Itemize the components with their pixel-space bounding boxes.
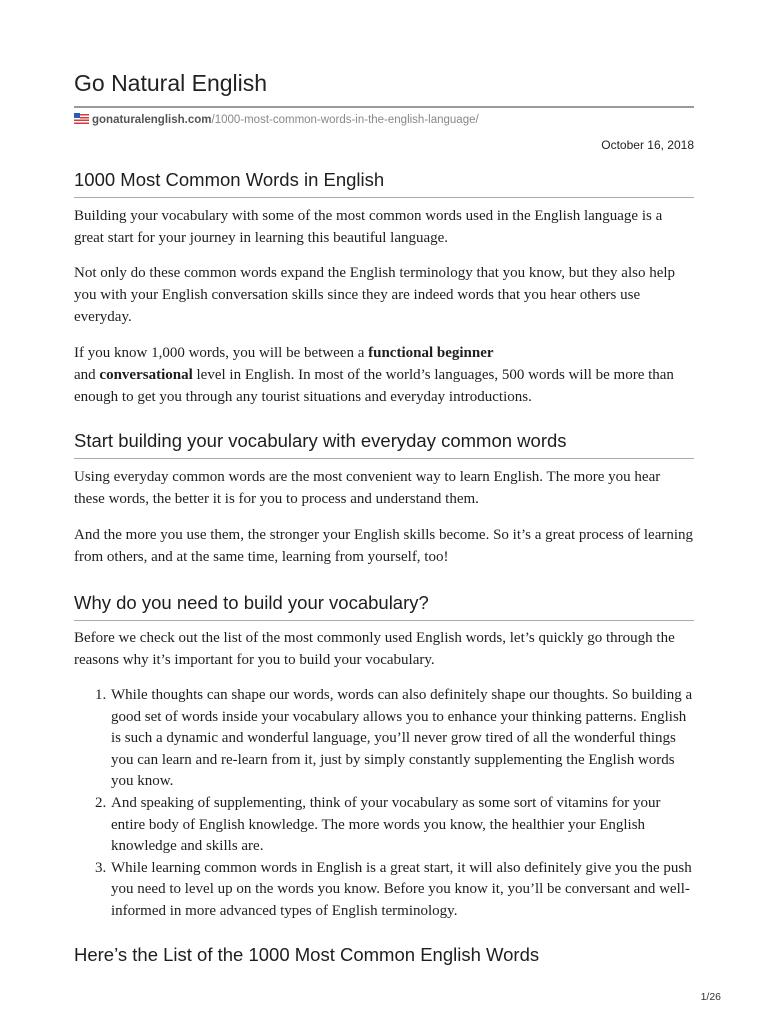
list-item-text: And speaking of supplementing, think of your vocabulary as some sort of vitamins for your entire body of English knowledge. The more words you know, the healthier your English knowledge and skills are. [111,794,661,855]
site-title: Go Natural English [74,70,268,96]
title-divider [74,106,694,108]
site-favicon-icon [74,113,89,124]
section-heading: 1000 Most Common Words in English [74,169,385,190]
section-heading: Start building your vocabulary with everyday common words [74,430,567,451]
emphasis-text: conversational [99,367,193,383]
list-item [74,685,694,793]
paragraph-text: and [74,367,100,383]
source-url[interactable] [74,113,479,126]
heading-divider [74,458,694,459]
list-item-text: While thoughts can shape our words, words can also definitely shape our thoughts. So building a good set of words inside your vocabulary allows you to enhance your thinking patterns. English is such a dynamic and wonderful language, you’ll never grow tired of all the wonderful things you can learn and re-learn from it, just by simply constantly supplementing the English words you know. [111,687,693,790]
paragraph-text: If you know 1,000 words, you will be between a [74,345,369,361]
paragraph: Not only do these common words expand the English terminology that you know, but they also help you with your English conversation skills since they are indeed words that you hear others use everyday. [74,265,676,325]
heading-divider [74,620,694,621]
paragraph: Building your vocabulary with some of the most common words used in the English language is a great start for your journey in learning this beautiful language. [74,208,663,246]
list-number: 3. [95,859,107,876]
paragraph: And the more you use them, the stronger your English skills become. So it’s a great process of learning from others, and at the same time, learning from yourself, too! [74,527,694,565]
list-number: 2. [95,794,107,811]
reasons-list [74,685,694,923]
section-heading: Why do you need to build your vocabulary? [74,592,429,613]
source-path: /1000-most-common-words-in-the-english-language/ [211,114,479,126]
list-item [74,858,694,923]
list-item-text: While learning common words in English is a great start, it will also definitely give you the push you need to level up on the words you know. Before you know it, you’ll be conversant and well-informed in more advanced types of English terminology. [111,859,692,919]
list-number: 1. [95,687,107,703]
heading-divider [74,197,694,198]
list-item [74,793,694,858]
page-number: 1/26 [700,991,721,1003]
source-domain: gonaturalenglish.com [92,114,212,126]
emphasis-text: functional beginner [368,345,494,361]
publish-date: October 16, 2018 [601,138,694,152]
paragraph [74,342,694,408]
section-heading: Here’s the List of the 1000 Most Common English Words [74,944,540,965]
paragraph: Before we check out the list of the most commonly used English words, let’s quickly go through the reasons why it’s important for you to build your vocabulary. [74,630,675,668]
paragraph: Using everyday common words are the most convenient way to learn English. The more you hear these words, the better it is for you to process and understand them. [74,469,661,507]
paragraph-text: level in English. In most of the world’s languages, 500 words will be more than enough to get you through any tourist situations and everyday introductions. [74,367,674,405]
